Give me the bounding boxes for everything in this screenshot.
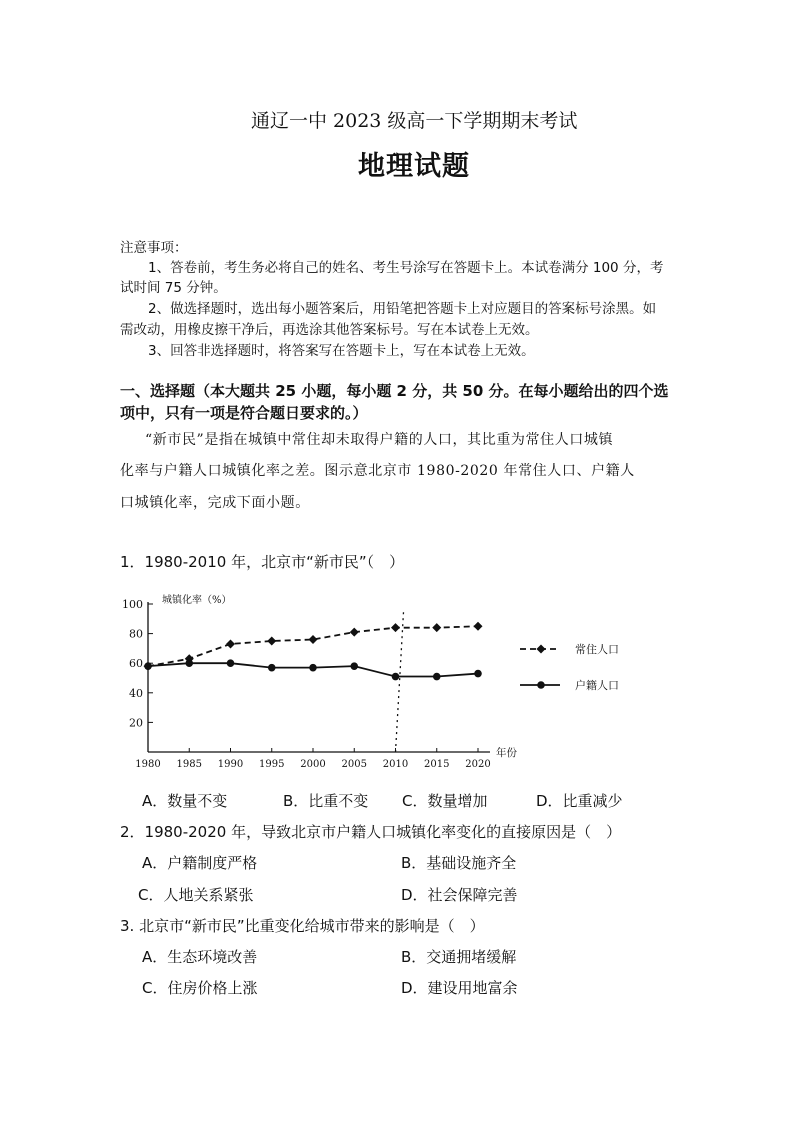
x-tick-label: 2005 [341, 759, 367, 770]
y-tick-label: 80 [129, 627, 143, 641]
y-tick-label: 60 [129, 657, 143, 671]
q1-option-b[interactable]: B．比重不变 [283, 792, 369, 810]
x-tick-label: 2010 [382, 759, 409, 770]
data-point-circle [144, 662, 152, 670]
notice-line-3: 2、做选择题时，选出每小题答案后，用铅笔把答题卡上对应题目的答案标号涂黑。如 [148, 301, 657, 317]
q3-option-d[interactable]: D．建设用地富余 [401, 979, 518, 997]
x-tick-label: 1985 [176, 759, 202, 770]
data-point-circle [392, 673, 400, 681]
urbanization-chart [110, 586, 650, 776]
x-tick-label: 1995 [259, 759, 285, 770]
x-tick-label: 2000 [300, 759, 326, 770]
data-point-diamond [267, 637, 276, 646]
question-1-stem: 1．1980-2010 年，北京市“新市民”（ ） [120, 553, 405, 571]
x-tick-label: 1980 [135, 759, 161, 770]
x-tick-label: 2020 [465, 759, 491, 770]
exam-subtitle: 通辽一中 2023 级高一下学期期末考试 [251, 110, 578, 132]
exam-title: 地理试题 [358, 151, 470, 182]
legend-label-1: 常住人口 [575, 643, 619, 656]
intro-line-1: “新市民”是指在城镇中常住却未取得户籍的人口，其比重为常住人口城镇 [145, 432, 614, 448]
q1-option-c[interactable]: C．数量增加 [402, 792, 488, 810]
data-point-diamond [391, 623, 400, 632]
intro-line-3: 口城镇化率，完成下面小题。 [120, 495, 310, 511]
data-point-circle [350, 662, 358, 670]
notice-line-5: 3、回答非选择题时，将答案写在答题卡上，写在本试卷上无效。 [148, 343, 535, 359]
q3-option-c[interactable]: C．住房价格上涨 [142, 979, 258, 997]
y-tick-label: 100 [122, 598, 143, 611]
data-point-diamond [432, 623, 441, 632]
data-point-circle [268, 664, 276, 672]
data-point-diamond [309, 635, 318, 644]
notice-line-2: 试时间 75 分钟。 [120, 280, 227, 296]
section-heading-line-2: 项中，只有一项是符合题日要求的。） [120, 404, 368, 422]
data-point-circle [309, 664, 317, 672]
notice-heading: 注意事项： [120, 240, 188, 256]
legend-marker-diamond [537, 645, 546, 654]
x-tick-label: 2015 [424, 759, 450, 770]
x-axis-label: 年份 [496, 747, 517, 759]
x-tick-label: 1990 [217, 759, 244, 770]
question-2-stem: 2．1980-2020 年，导致北京市户籍人口城镇化率变化的直接原因是（ ） [120, 823, 622, 841]
year-2010-divider-line [396, 612, 404, 752]
q2-option-a[interactable]: A．户籍制度严格 [142, 854, 258, 872]
q1-option-d[interactable]: D．比重减少 [536, 792, 623, 810]
q2-option-b[interactable]: B．基础设施齐全 [401, 854, 517, 872]
legend-marker-circle [537, 681, 545, 689]
q1-option-a[interactable]: A．数量不变 [142, 792, 228, 810]
y-tick-label: 20 [129, 716, 143, 730]
notice-line-1: 1、答卷前，考生务必将自己的姓名、考生号涂写在答题卡上。本试卷满分 100 分，考 [148, 260, 664, 276]
q3-option-b[interactable]: B．交通拥堵缓解 [401, 948, 517, 966]
data-point-diamond [226, 639, 235, 648]
question-3-stem: 3. 北京市“新市民”比重变化给城市带来的影响是（ ） [120, 917, 485, 935]
intro-line-2: 化率与户籍人口城镇化率之差。图示意北京市 1980-2020 年常住人口、户籍人 [120, 463, 635, 479]
data-point-circle [474, 670, 482, 678]
data-point-diamond [474, 622, 483, 631]
data-point-circle [185, 659, 193, 667]
section-heading-line-1: 一、选择题（本大题共 25 小题，每小题 2 分，共 50 分。在每小题给出的四个选 [120, 382, 669, 400]
data-point-circle [433, 673, 441, 681]
series-line-1 [148, 626, 478, 666]
y-tick-label: 40 [129, 686, 143, 700]
notice-line-4: 需改动，用橡皮擦干净后，再选涂其他答案标号。写在本试卷上无效。 [120, 322, 539, 338]
q3-option-a[interactable]: A．生态环境改善 [142, 948, 258, 966]
data-point-circle [227, 659, 235, 667]
q2-option-d[interactable]: D．社会保障完善 [401, 886, 518, 904]
legend-label-2: 户籍人口 [575, 679, 619, 692]
y-axis-label: 城镇化率（%） [162, 595, 232, 606]
q2-option-c[interactable]: C．人地关系紧张 [138, 886, 254, 904]
data-point-diamond [350, 628, 359, 637]
